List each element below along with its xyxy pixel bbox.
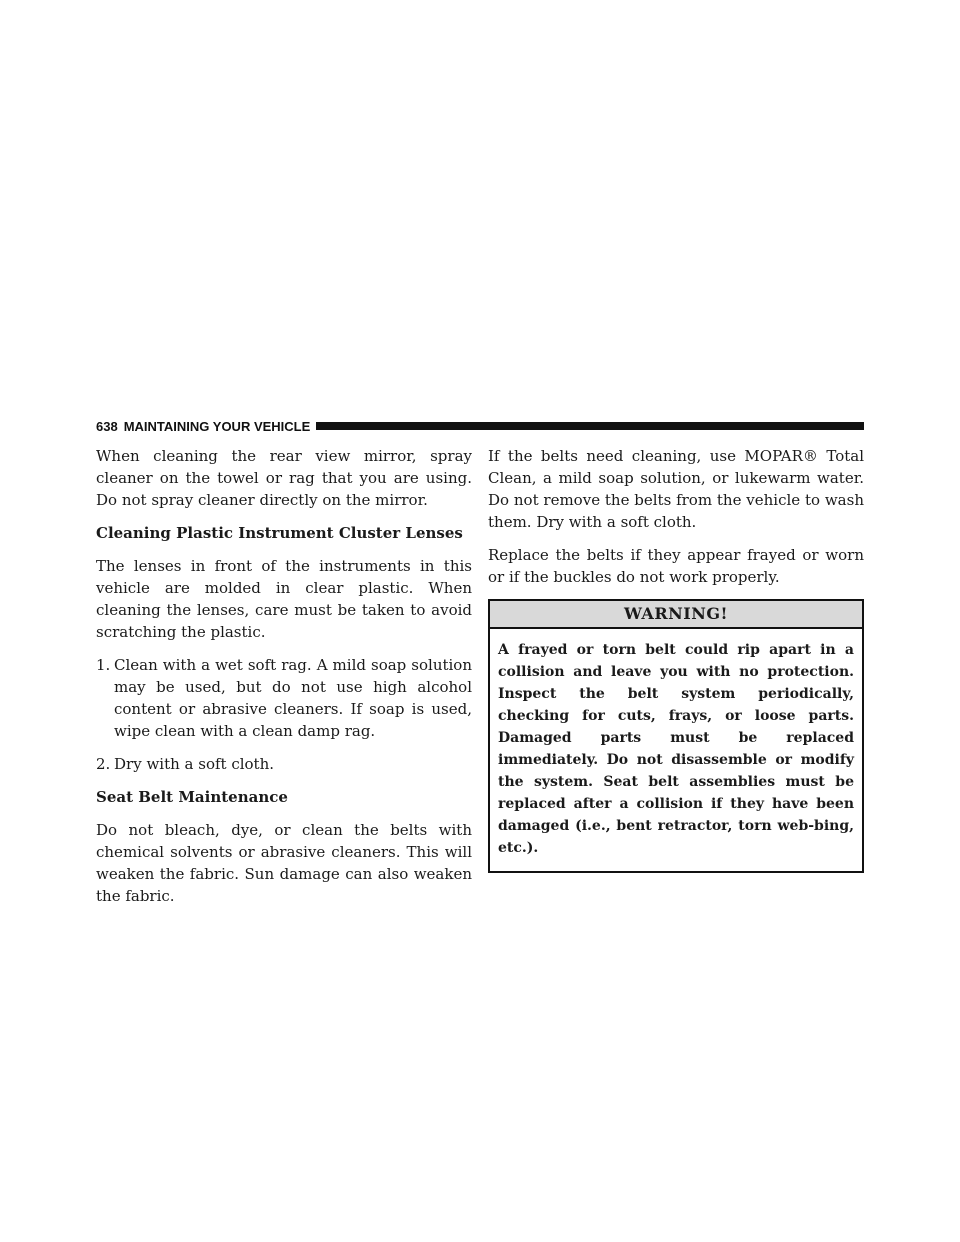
header-rule [316, 422, 864, 430]
lens-heading: Cleaning Plastic Instrument Cluster Lenses [96, 524, 463, 542]
cleaning-paragraph: If the belts need cleaning, use MOPAR® Total Clean, a mild soap solution, or lukewarm water. Do not remove the belts from the vehicle to wash them. Dry with a soft cloth. [488, 447, 864, 531]
list-number: 2. [96, 755, 111, 773]
warning-title: WARNING! [490, 601, 862, 629]
list-number: 1. [96, 656, 111, 674]
list-text: Clean with a wet soft rag. A mild soap solution may be used, but do not use high alcohol content or abrasive cleaners. If soap is used, wipe clean with a clean damp rag. [114, 656, 472, 740]
warning-box [488, 599, 864, 873]
replace-paragraph: Replace the belts if they appear frayed or worn or if the buckles do not work properly. [488, 546, 864, 586]
page-number: 638 [96, 418, 118, 434]
mirror-paragraph: When cleaning the rear view mirror, spray cleaner on the towel or rag that you are using. Do not spray cleaner directly on the mirror. [96, 447, 472, 509]
right-column [488, 445, 864, 873]
list-text: Dry with a soft cloth. [114, 755, 275, 773]
warning-body: A frayed or torn belt could rip apart in a collision and leave you with no protection. Inspect the belt system periodically, checking for cuts, frays, or loose parts. Damaged parts must be replaced immediately. Do not disassemble or modify the system. Seat belt assemblies must be replaced after a collision if they have been damaged (i.e., bent retractor, torn web-bing, etc.). [498, 642, 854, 856]
belt-paragraph: Do not bleach, dye, or clean the belts with chemical solvents or abrasive cleaners. This will weaken the fabric. Sun damage can also weaken the fabric. [96, 821, 472, 905]
lens-paragraph: The lenses in front of the instruments in this vehicle are molded in clear plastic. When cleaning the lenses, care must be taken to avoid scratching the plastic. [96, 557, 472, 641]
page-header [96, 418, 864, 434]
list-item [96, 753, 472, 775]
list-item [96, 654, 472, 742]
left-column [96, 445, 472, 918]
belt-heading: Seat Belt Maintenance [96, 788, 288, 806]
section-title: MAINTAINING YOUR VEHICLE [123, 418, 311, 434]
